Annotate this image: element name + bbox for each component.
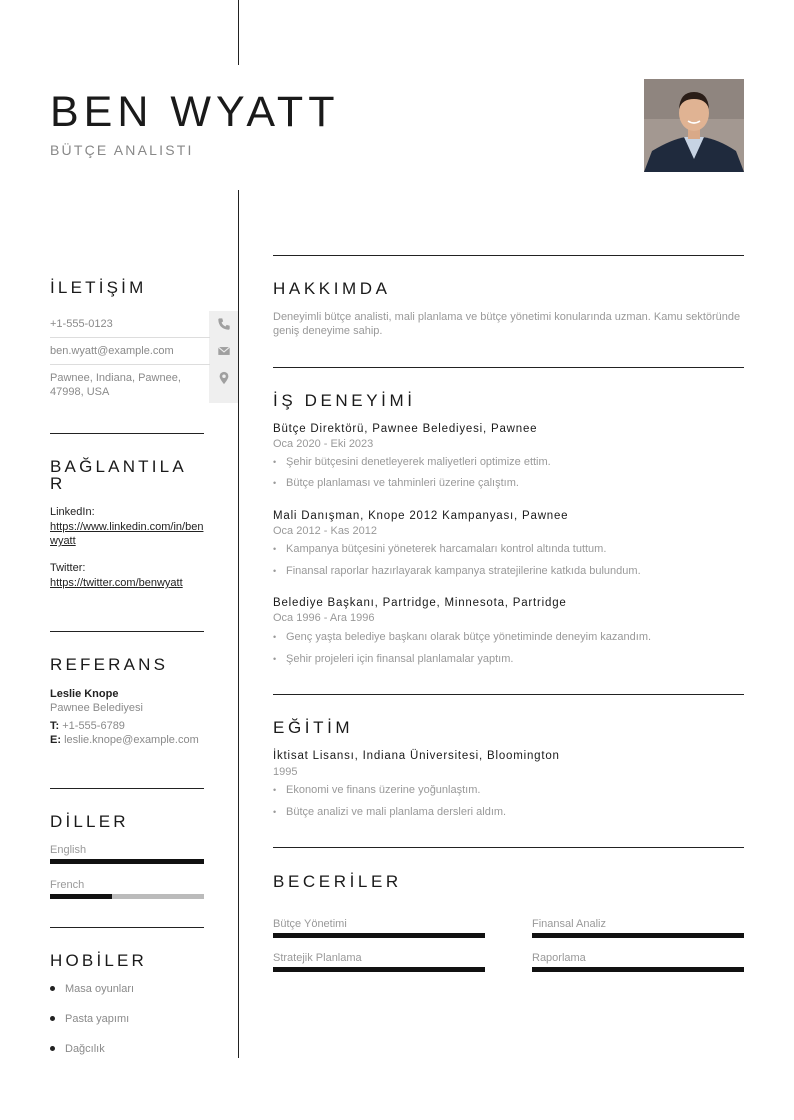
reference-organization: Pawnee Belediyesi (50, 702, 143, 714)
reference-email (50, 733, 200, 747)
reference-phone-value[interactable]: +1-555-6789 (62, 720, 125, 732)
skill-level-bar (532, 967, 744, 972)
hobby-label: Dağcılık (65, 1043, 105, 1055)
job-date: Oca 2012 - Kas 2012 (273, 525, 377, 537)
links-heading-line: BAĞLANTILA (50, 457, 187, 476)
contact-address: Pawnee, Indiana, Pawnee, 47998, USA (50, 372, 181, 398)
education-bullet: • Ekonomi ve finans üzerine yoğunlaştım. (273, 784, 481, 796)
experience-heading: İŞ DENEYİMİ (273, 391, 416, 410)
job-title: Mali Danışman, Knope 2012 Kampanyası, Pawnee (273, 510, 569, 522)
skill-name: Stratejik Planlama (273, 952, 362, 964)
vertical-divider-main (238, 190, 239, 1058)
reference-name: Leslie Knope (50, 688, 119, 700)
twitter-label: Twitter: (50, 562, 86, 574)
language-name: English (50, 844, 87, 856)
reference-phone-label: T: (50, 720, 60, 732)
skill-name: Bütçe Yönetimi (273, 918, 347, 930)
job-date: Oca 2020 - Eki 2023 (273, 438, 374, 450)
hobbies-heading: HOBİLER (50, 951, 148, 970)
job-bullet: • Genç yaşta belediye başkanı olarak bütçe yönetiminde deneyim kazandım. (273, 631, 652, 643)
linkedin-label: LinkedIn: (50, 506, 95, 518)
mail-icon (209, 338, 238, 364)
hobby-item (50, 1013, 129, 1025)
profile-photo-image (644, 79, 744, 172)
job-bullet: • Şehir bütçesini denetleyerek maliyetleri optimize ettim. (273, 456, 551, 468)
phone-icon (209, 311, 238, 337)
candidate-title: BÜTÇE ANALISTI (50, 142, 194, 158)
job-bullet: • Kampanya bütçesini yöneterek harcamaları kontrol altında tuttum. (273, 543, 607, 555)
skills-heading: BECERİLER (273, 872, 402, 891)
bullet-dot (50, 1016, 55, 1021)
section-divider (50, 433, 204, 434)
job-bullet-text: Şehir bütçesini denetleyerek maliyetleri optimize ettim. (286, 456, 551, 468)
section-divider (50, 788, 204, 789)
language-name: French (50, 879, 85, 891)
section-divider (273, 847, 744, 848)
skill-name: Raporlama (532, 952, 586, 964)
language-level-bar (50, 859, 204, 864)
profile-photo (644, 79, 744, 172)
skill-level-bar (273, 933, 485, 938)
education-heading: EĞİTİM (273, 718, 354, 737)
contact-separator (50, 364, 210, 365)
linkedin-link[interactable]: https://www.linkedin.com/in/benwyatt (50, 521, 204, 547)
job-bullet-text: Finansal raporlar hazırlayarak kampanya stratejilerine katkıda bulundum. (286, 565, 641, 577)
section-divider (50, 631, 204, 632)
contact-separator (50, 337, 210, 338)
job-bullet-text: Bütçe planlaması ve tahminleri üzerine çalıştım. (286, 477, 519, 489)
hobby-label: Pasta yapımı (65, 1013, 130, 1025)
section-divider (50, 927, 204, 928)
job-bullet-text: Şehir projeleri için finansal planlamalar yaptım. (286, 653, 514, 665)
contact-phone[interactable]: +1-555-0123 (50, 318, 113, 330)
hobby-item (50, 1043, 105, 1055)
job-bullet: • Şehir projeleri için finansal planlamalar yaptım. (273, 653, 514, 665)
bullet-dot (50, 986, 55, 991)
education-degree: İktisat Lisansı, Indiana Üniversitesi, Bloomington (273, 750, 560, 762)
references-heading: REFERANS (50, 655, 169, 674)
job-title: Belediye Başkanı, Partridge, Minnesota, Partridge (273, 597, 567, 609)
about-heading: HAKKIMDA (273, 279, 391, 298)
location-pin-icon (209, 365, 238, 391)
skill-level-bar (532, 933, 744, 938)
reference-email-value[interactable]: leslie.knope@example.com (64, 734, 199, 746)
reference-phone (50, 719, 200, 733)
vertical-divider-top (238, 0, 239, 65)
links-heading-line: R (50, 474, 66, 493)
languages-heading: DİLLER (50, 812, 129, 831)
hobby-label: Masa oyunları (65, 983, 135, 995)
education-bullet: • Bütçe analizi ve mali planlama dersleri aldım. (273, 806, 507, 818)
language-level-bar (50, 894, 204, 899)
bullet-dot (50, 1046, 55, 1051)
education-bullet-text: Bütçe analizi ve mali planlama dersleri aldım. (286, 806, 507, 818)
reference-email-label: E: (50, 734, 61, 746)
section-divider (273, 255, 744, 256)
contact-email[interactable]: ben.wyatt@example.com (50, 345, 174, 357)
job-bullet: • Bütçe planlaması ve tahminleri üzerine çalıştım. (273, 477, 519, 489)
job-bullet-text: Kampanya bütçesini yöneterek harcamaları kontrol altında tuttum. (286, 543, 607, 555)
hobby-item (50, 983, 134, 995)
links-heading (50, 458, 187, 492)
skill-level-bar (273, 967, 485, 972)
language-level-fill (50, 859, 204, 864)
education-year: 1995 (273, 766, 298, 778)
skill-name: Finansal Analiz (532, 918, 606, 930)
twitter-link[interactable]: https://twitter.com/benwyatt (50, 577, 183, 589)
job-bullet-text: Genç yaşta belediye başkanı olarak bütçe yönetiminde deneyim kazandım. (286, 631, 652, 643)
about-text: Deneyimli bütçe analisti, mali planlama ve bütçe yönetimi konularında uzman. Kamu sektöründe geniş deneyime sahip. (273, 311, 741, 337)
education-bullet-text: Ekonomi ve finans üzerine yoğunlaştım. (286, 784, 481, 796)
job-title: Bütçe Direktörü, Pawnee Belediyesi, Pawnee (273, 423, 538, 435)
job-bullet: • Finansal raporlar hazırlayarak kampanya stratejilerine katkıda bulundum. (273, 565, 641, 577)
section-divider (273, 694, 744, 695)
candidate-name: BEN WYATT (50, 88, 340, 136)
job-date: Oca 1996 - Ara 1996 (273, 612, 375, 624)
language-level-fill (50, 894, 112, 899)
contact-heading: İLETİŞİM (50, 278, 147, 297)
section-divider (273, 367, 744, 368)
